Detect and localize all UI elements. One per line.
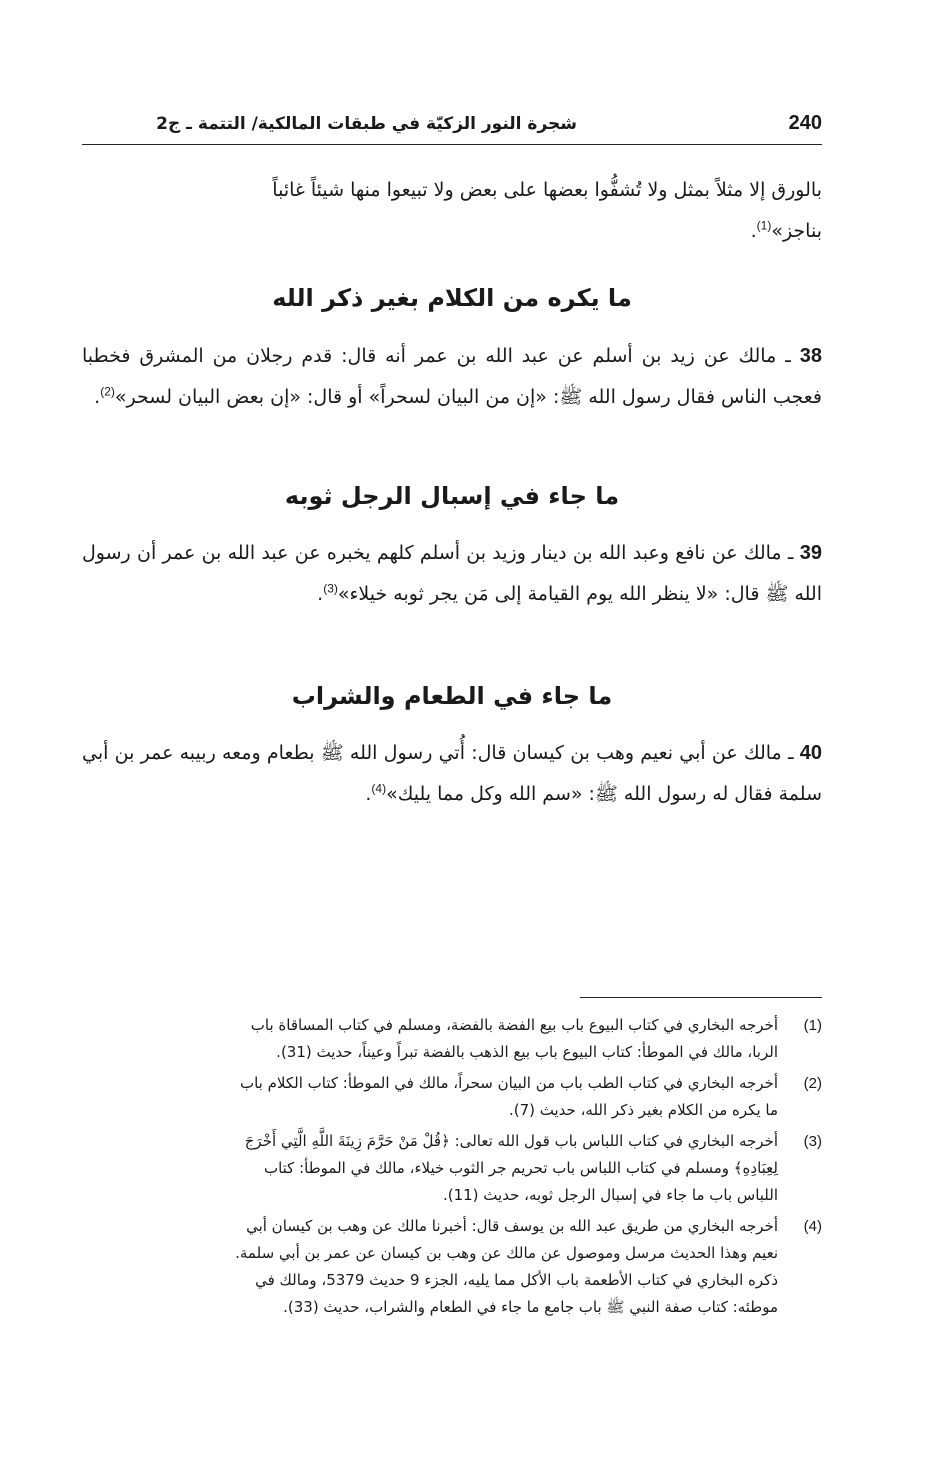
intro-line-2: بناجز» (771, 220, 822, 242)
footnote-1 (82, 1012, 822, 1066)
hadith-text: ـ مالك عن أبي نعيم وهب بن كيسان قال: أُتي رسول الله ﷺ بطعام ومعه ربيبه عمر بن أبي سلمة فقال له رسول الله ﷺ: «سم الله وكل مما يليك» (82, 742, 822, 805)
running-title: شجرة النور الزكيّة في طبقات المالكية/ التتمة ـ ج2 (156, 114, 577, 134)
footnote-marker: (4) (803, 1218, 822, 1235)
section-heading-3: ما جاء في الطعام والشراب (291, 682, 613, 710)
hadith-text: ـ مالك عن نافع وعبد الله بن دينار وزيد بن أسلم كلهم يخبره عن عبد الله بن عمر أن رسول الله ﷺ قال: «لا ينظر الله يوم القيامة إلى مَن يجر ثوبه خيلاء» (82, 542, 822, 605)
hadith-number: 39 (799, 542, 822, 564)
footnote-text: أخرجه البخاري في كتاب اللباس باب قول الله تعالى: ﴿قُلْ مَنْ حَرَّمَ زِينَةَ اللَّهِ الَّتِي أَخْرَجَ لِعِبَادِهِ﴾ ومسلم في كتاب اللباس باب تحريم جر الثوب خيلاء، مالك في الموطأ: كتاب اللباس باب ما جاء في إسبال الرجل ثوبه، حديث (11). (244, 1132, 778, 1204)
intro-line-1: بالورق إلا مثلاً بمثل ولا تُشفُّوا بعضها على بعض ولا تبيعوا منها شيئاً غائباً (272, 179, 822, 201)
intro-paragraph: بالورق إلا مثلاً بمثل ولا تُشفُّوا بعضها على بعض ولا تبيعوا منها شيئاً غائباً بناجز»$^{(1)}$. (272, 179, 822, 242)
running-header (82, 108, 822, 148)
hadith-38: 38 ـ مالك عن زيد بن أسلم عن عبد الله بن عمر أنه قال: قدم رجلان من المشرق فخطبا فعجب الناس فقال رسول الله ﷺ: «إن من البيان لسحراً» أو قال: «إن بعض البيان لسحر»$^{(2)}$. (82, 345, 822, 408)
footnote-4 (82, 1213, 822, 1321)
hadith-40: 40 ـ مالك عن أبي نعيم وهب بن كيسان قال: أُتي رسول الله ﷺ بطعام ومعه ربيبه عمر بن أبي سلمة فقال له رسول الله ﷺ: «سم الله وكل مما يليك»$^{(4)}$. (82, 742, 822, 805)
footnote-text: أخرجه البخاري في كتاب البيوع باب بيع الفضة بالفضة، ومسلم في كتاب المساقاة باب الربا، مالك في الموطأ: كتاب البيوع باب بيع الذهب بالفضة تبراً وعيناً، حديث (31). (250, 1016, 778, 1061)
hadith-number: 40 (799, 742, 822, 764)
footnote-text: أخرجه البخاري من طريق عبد الله بن يوسف قال: أخبرنا مالك عن وهب بن كيسان أبي نعيم وهذا الحديث مرسل وموصول عن مالك عن وهب بن كيسان عن عمر بن أبي سلمة. ذكره البخاري في كتاب الأطعمة باب الأكل مما يليه، الجزء 9 حديث 5379، ومالك في موطئه: كتاب صفة النبي ﷺ باب جامع ما جاء في الطعام والشراب، حديث (33). (235, 1217, 778, 1316)
footnote-ref-3[interactable]: (3) (323, 581, 338, 596)
footnote-3 (82, 1128, 822, 1209)
hadith-number: 38 (799, 345, 822, 367)
footnotes (82, 1012, 822, 1325)
footnote-ref-4[interactable]: (4) (371, 781, 387, 796)
hadith-39: 39 ـ مالك عن نافع وعبد الله بن دينار وزيد بن أسلم كلهم يخبره عن عبد الله بن عمر أن رسول الله ﷺ قال: «لا ينظر الله يوم القيامة إلى مَن يجر ثوبه خيلاء»$^{(3)}$. (82, 542, 822, 605)
hadith-text: ـ مالك عن زيد بن أسلم عن عبد الله بن عمر أنه قال: قدم رجلان من المشرق فخطبا فعجب الناس فقال رسول الله ﷺ: «إن من البيان لسحراً» أو قال: «إن بعض البيان لسحر» (82, 345, 822, 408)
footnote-marker: (2) (803, 1075, 822, 1092)
page-number: 240 (788, 112, 822, 134)
footnote-marker: (3) (803, 1133, 822, 1150)
footnote-marker: (1) (803, 1017, 822, 1034)
footnote-2 (82, 1070, 822, 1124)
section-heading-1: ما يكره من الكلام بغير ذكر الله (272, 284, 632, 312)
footnote-ref-2[interactable]: (2) (100, 384, 115, 399)
section-heading-2: ما جاء في إسبال الرجل ثوبه (284, 482, 620, 510)
header-divider (82, 144, 822, 145)
footnote-text: أخرجه البخاري في كتاب الطب باب من البيان سحراً، مالك في الموطأ: كتاب الكلام باب ما يكره من الكلام بغير ذكر الله، حديث (7). (239, 1074, 778, 1119)
footnote-ref-1[interactable]: (1) (756, 218, 772, 233)
footnote-divider (580, 997, 822, 998)
